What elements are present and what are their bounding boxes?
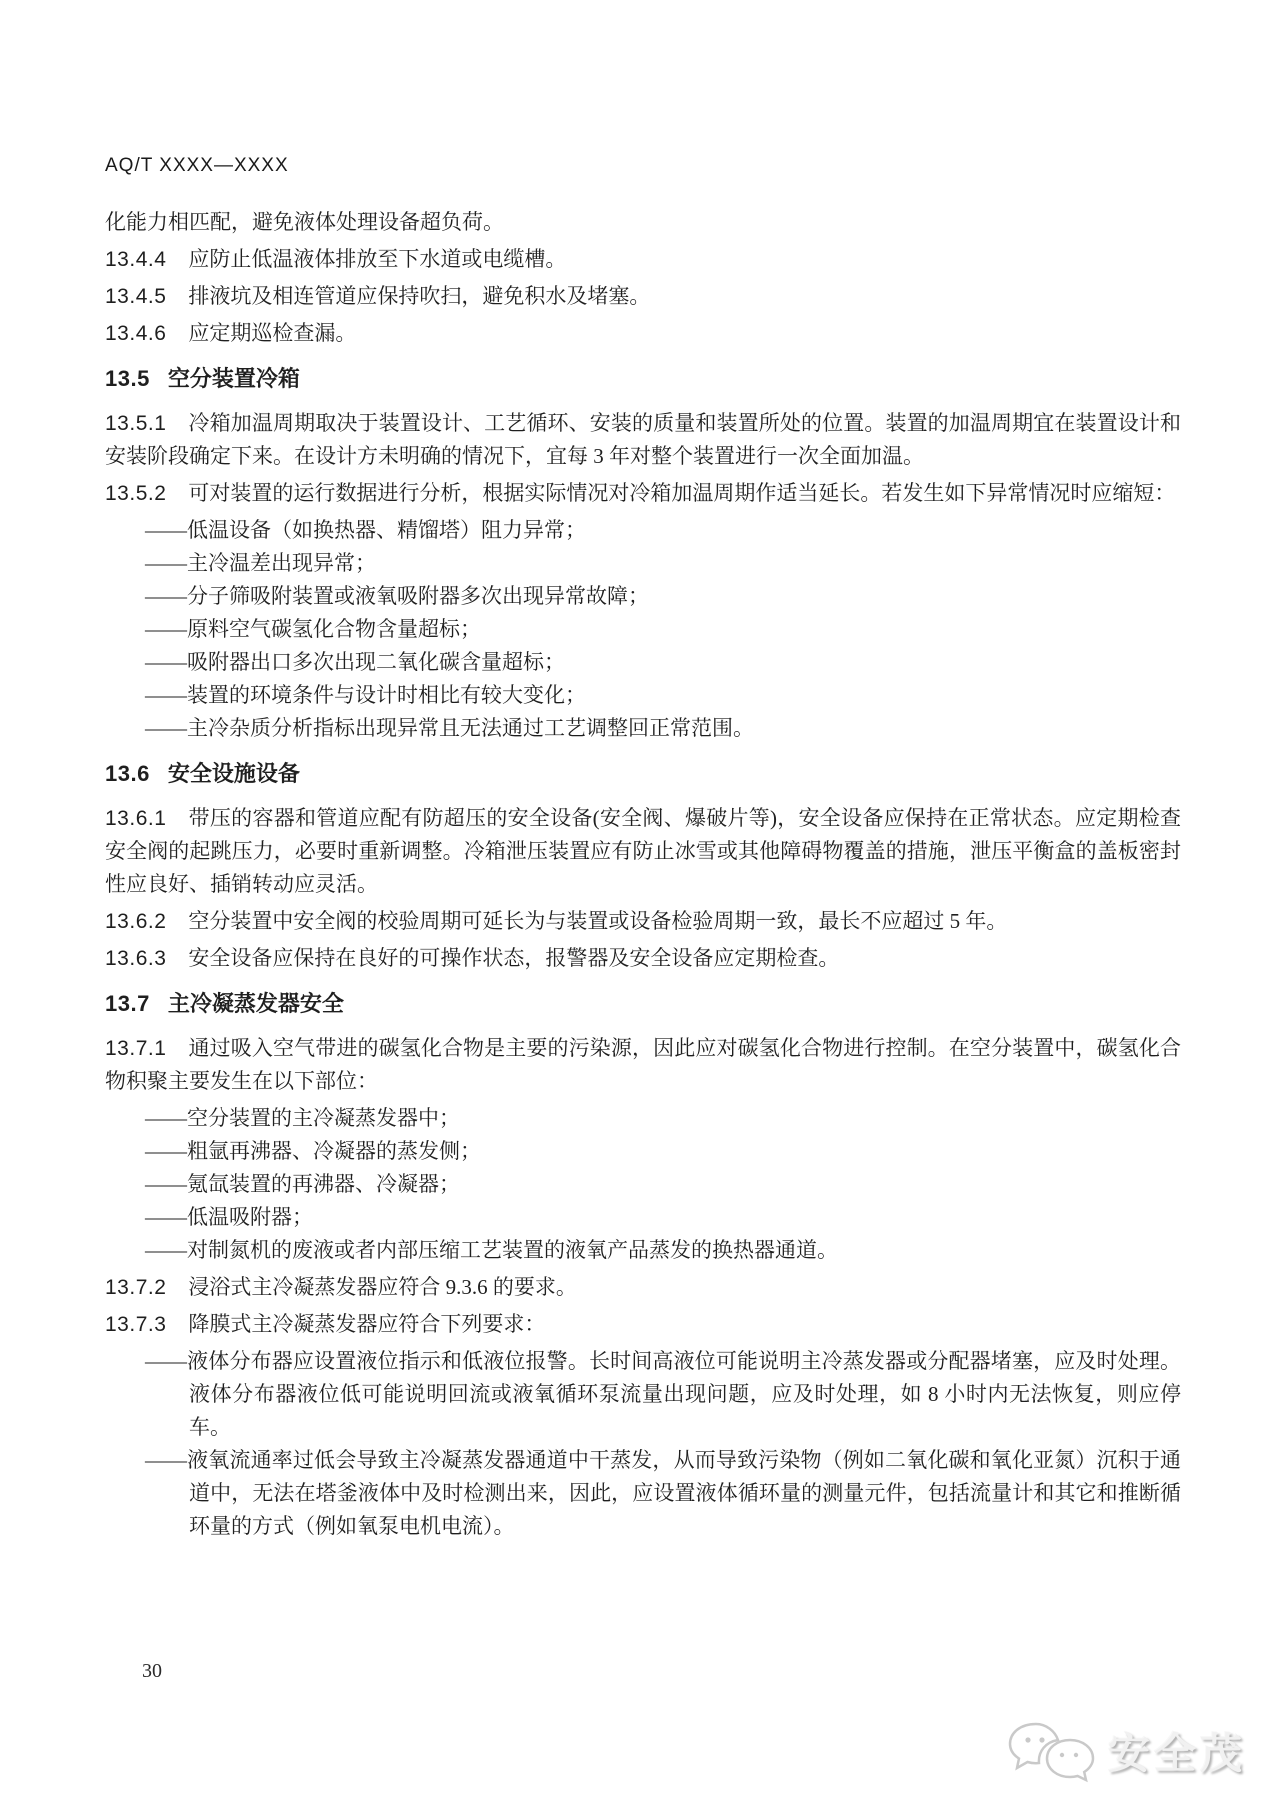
clause-text: ——原料空气碳氢化合物含量超标； — [145, 617, 481, 641]
section-title: 主冷凝蒸发器安全 — [167, 991, 344, 1016]
clause-text: ——主冷温差出现异常； — [145, 551, 376, 575]
clause-paragraph — [105, 942, 1181, 975]
section-heading — [105, 362, 1181, 395]
dash-list-item — [105, 1102, 1181, 1135]
dash-list-item — [105, 547, 1181, 580]
clause-paragraph — [105, 407, 1181, 473]
document-body — [105, 202, 1181, 1543]
clause-text: 通过吸入空气带进的碳氢化合物是主要的污染源，因此应对碳氢化合物进行控制。在空分装置中，碳氢化合物积聚主要发生在以下部位： — [105, 1036, 1181, 1093]
section-heading — [105, 757, 1181, 790]
watermark-brand: 安全茂 — [1107, 1730, 1246, 1777]
clause-number: 13.7.1 — [105, 1037, 167, 1060]
dash-list-item — [105, 712, 1181, 745]
clause-number: 13.4.5 — [105, 285, 167, 308]
clause-text: ——低温设备（如换热器、精馏塔）阻力异常； — [145, 518, 586, 542]
clause-paragraph — [105, 905, 1181, 938]
clause-text: 排液坑及相连管道应保持吹扫，避免积水及堵塞。 — [188, 284, 651, 308]
clause-text: 带压的容器和管道应配有防超压的安全设备(安全阀、爆破片等)，安全设备应保持在正常状态。应定期检查安全阀的起跳压力，必要时重新调整。冷箱泄压装置应有防止冰雪或其他障碍物覆盖的措施，泄压平衡盒的盖板密封性应良好、插销转动应灵活。 — [105, 806, 1181, 896]
clause-number: 13.6 — [105, 761, 150, 786]
dash-list-item — [105, 613, 1181, 646]
continuation-paragraph — [105, 206, 1181, 239]
section-heading — [105, 987, 1181, 1020]
clause-paragraph — [105, 802, 1181, 901]
clause-paragraph — [105, 280, 1181, 313]
dash-list-item — [105, 1345, 1181, 1444]
clause-text: 浸浴式主冷凝蒸发器应符合 9.3.6 的要求。 — [188, 1275, 577, 1299]
page-number: 30 — [142, 1660, 162, 1682]
clause-text: 应防止低温液体排放至下水道或电缆槽。 — [188, 247, 567, 271]
section-title: 空分装置冷箱 — [167, 366, 300, 391]
clause-text: ——液体分布器应设置液位指示和低液位报警。长时间高液位可能说明主冷蒸发器或分配器堵塞，应及时处理。液体分布器液位低可能说明回流或液氧循环泵流量出现问题，应及时处理，如 8 小时内无法恢复，则应停车。 — [145, 1349, 1181, 1439]
dash-list-item — [105, 646, 1181, 679]
clause-text: ——粗氩再沸器、冷凝器的蒸发侧； — [145, 1139, 481, 1163]
clause-number: 13.6.2 — [105, 910, 167, 933]
clause-number: 13.7 — [105, 991, 150, 1016]
section-title: 安全设施设备 — [167, 761, 300, 786]
clause-text: 降膜式主冷凝蒸发器应符合下列要求： — [188, 1312, 546, 1336]
clause-text: 化能力相匹配，避免液体处理设备超负荷。 — [105, 210, 504, 234]
clause-text: ——主冷杂质分析指标出现异常且无法通过工艺调整回正常范围。 — [145, 716, 754, 740]
clause-text: 安全设备应保持在良好的可操作状态，报警器及安全设备应定期检查。 — [188, 946, 840, 970]
clause-text: ——空分装置的主冷凝蒸发器中； — [145, 1106, 460, 1130]
clause-text: ——低温吸附器； — [145, 1205, 313, 1229]
clause-paragraph — [105, 243, 1181, 276]
clause-text: ——对制氮机的废液或者内部压缩工艺装置的液氧产品蒸发的换热器通道。 — [145, 1238, 838, 1262]
dash-list-item — [105, 1201, 1181, 1234]
dash-list-item — [105, 1444, 1181, 1543]
clause-text: ——吸附器出口多次出现二氧化碳含量超标； — [145, 650, 565, 674]
dash-list-item — [105, 1135, 1181, 1168]
dash-list-item — [105, 580, 1181, 613]
dash-list-item — [105, 514, 1181, 547]
clause-paragraph — [105, 317, 1181, 350]
clause-number: 13.5 — [105, 366, 150, 391]
document-header: AQ/T XXXX—XXXX — [105, 155, 289, 176]
clause-paragraph — [105, 477, 1181, 510]
clause-number: 13.7.3 — [105, 1313, 167, 1336]
clause-text: 应定期巡检查漏。 — [188, 321, 357, 345]
dash-list-item — [105, 679, 1181, 712]
watermark — [1006, 1718, 1246, 1784]
clause-text: ——分子筛吸附装置或液氧吸附器多次出现异常故障； — [145, 584, 649, 608]
clause-paragraph — [105, 1308, 1181, 1341]
clause-number: 13.7.2 — [105, 1276, 167, 1299]
clause-number: 13.5.2 — [105, 482, 167, 505]
clause-paragraph — [105, 1032, 1181, 1098]
clause-text: ——氪氙装置的再沸器、冷凝器； — [145, 1172, 460, 1196]
clause-text: ——液氧流通率过低会导致主冷凝蒸发器通道中干蒸发，从而导致污染物（例如二氧化碳和氧化亚氮）沉积于通道中，无法在塔釜液体中及时检测出来，因此，应设置液体循环量的测量元件，包括流量计和其它和推断循环量的方式（例如氧泵电机电流）。 — [145, 1448, 1181, 1538]
clause-number: 13.6.3 — [105, 947, 167, 970]
clause-number: 13.4.4 — [105, 248, 167, 271]
clause-text: 可对装置的运行数据进行分析，根据实际情况对冷箱加温周期作适当延长。若发生如下异常情况时应缩短： — [188, 481, 1176, 505]
wechat-icon — [1006, 1718, 1098, 1784]
dash-list-item — [105, 1234, 1181, 1267]
clause-number: 13.5.1 — [105, 412, 167, 435]
clause-number: 13.6.1 — [105, 807, 167, 830]
clause-text: ——装置的环境条件与设计时相比有较大变化； — [145, 683, 586, 707]
dash-list-item — [105, 1168, 1181, 1201]
clause-text: 冷箱加温周期取决于装置设计、工艺循环、安装的质量和装置所处的位置。装置的加温周期宜在装置设计和安装阶段确定下来。在设计方未明确的情况下，宜每 3 年对整个装置进行一次全面加温。 — [105, 411, 1181, 468]
clause-number: 13.4.6 — [105, 322, 167, 345]
clause-text: 空分装置中安全阀的校验周期可延长为与装置或设备检验周期一致，最长不应超过 5 年。 — [188, 909, 1008, 933]
clause-paragraph — [105, 1271, 1181, 1304]
